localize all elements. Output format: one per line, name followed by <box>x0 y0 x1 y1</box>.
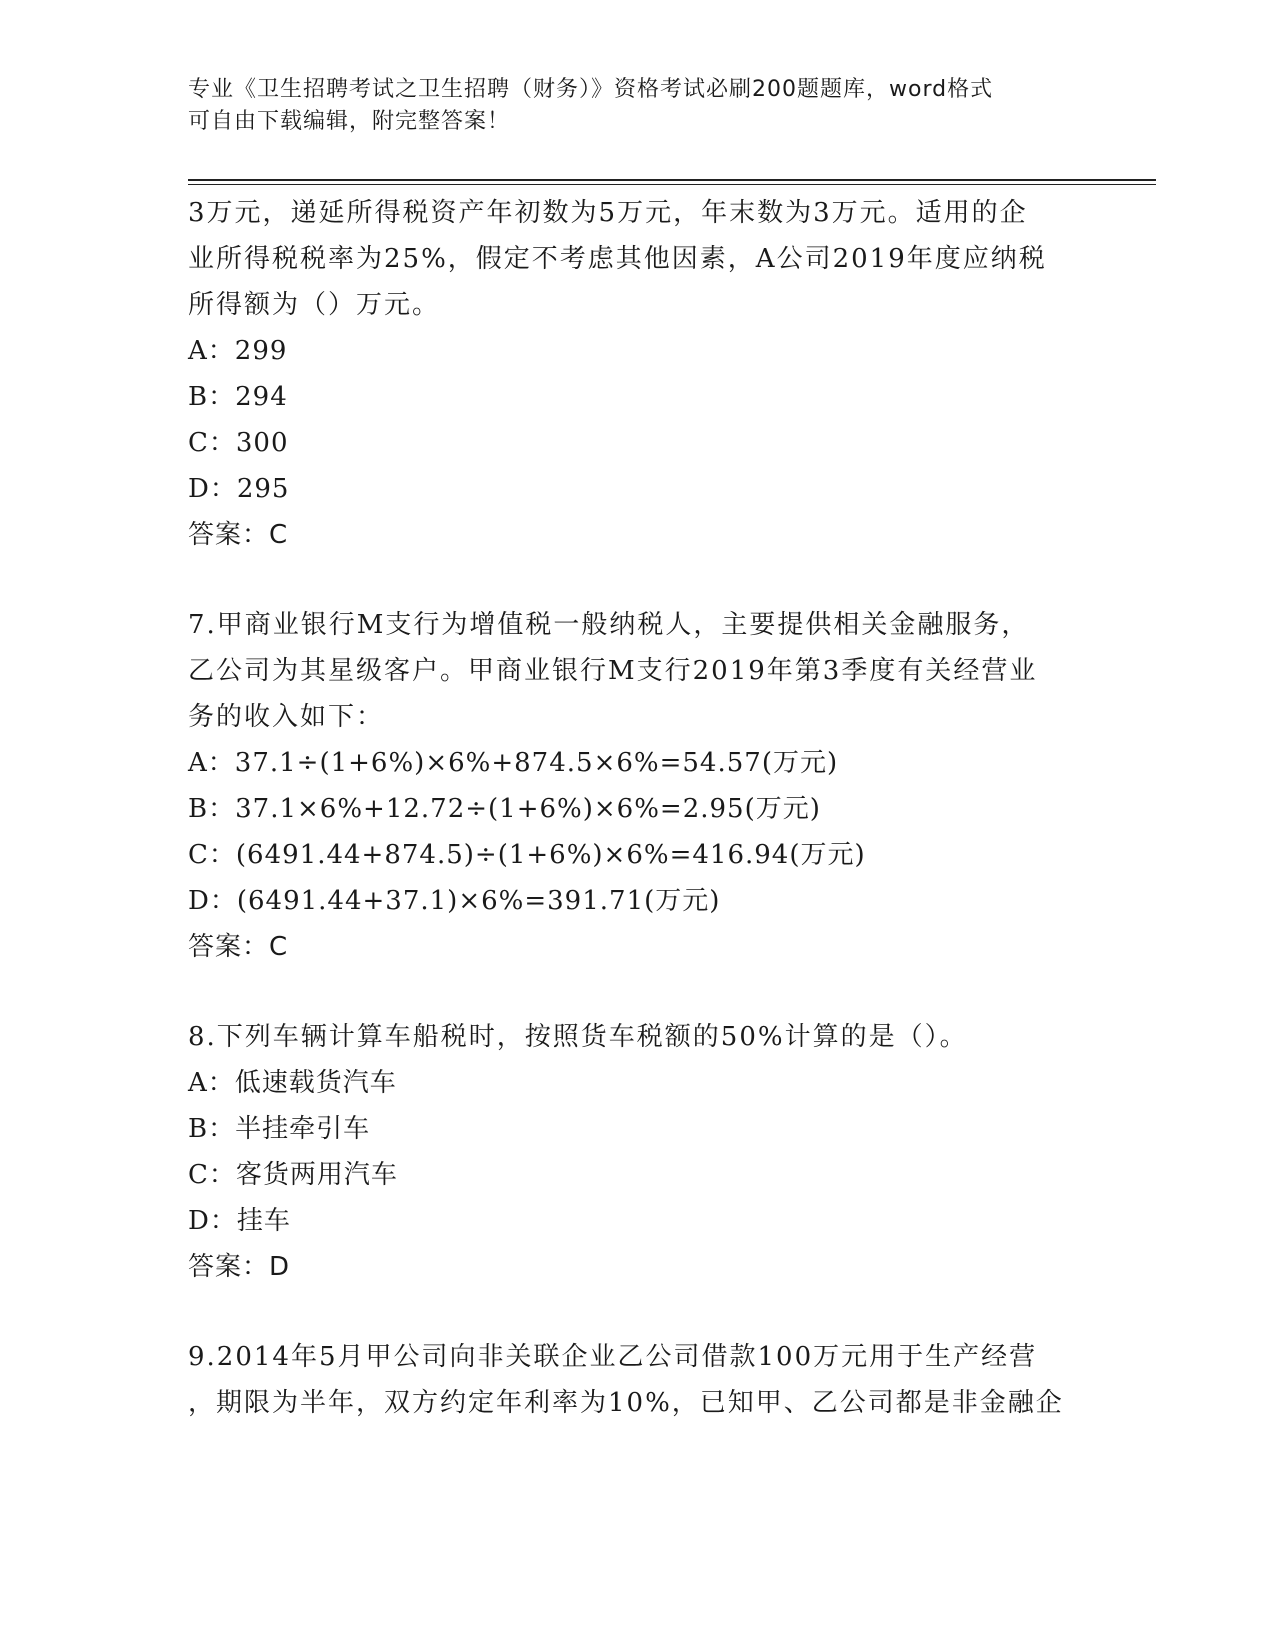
option-d: D：(6491.44+37.1)×6%=391.71(万元) <box>188 886 721 916</box>
option-a: A：299 <box>188 336 288 366</box>
question-block <box>188 190 1088 558</box>
option-c: C：(6491.44+874.5)÷(1+6%)×6%=416.94(万元) <box>188 840 866 870</box>
question-block <box>188 1334 1088 1426</box>
option-a: A：37.1÷(1+6%)×6%+874.5×6%=54.57(万元) <box>188 748 839 778</box>
document-header <box>188 74 1088 138</box>
header-divider-thin <box>188 184 1156 185</box>
question-text-line: ，期限为半年，双方约定年利率为10%，已知甲、乙公司都是非金融企 <box>188 1388 1064 1418</box>
question-text-line: 业所得税税率为25%，假定不考虑其他因素，A公司2019年度应纳税 <box>188 244 1047 274</box>
question-text-line: 务的收入如下： <box>188 702 385 732</box>
option-d: D：挂车 <box>188 1206 291 1236</box>
question-text-line: 9.2014年5月甲公司向非关联企业乙公司借款100万元用于生产经营 <box>188 1342 1038 1372</box>
document-body <box>188 190 1088 1426</box>
option-d: D：295 <box>188 474 290 504</box>
answer-line: 答案：C <box>188 932 289 962</box>
option-c: C：客货两用汽车 <box>188 1160 398 1190</box>
option-b: B：37.1×6%+12.72÷(1+6%)×6%=2.95(万元) <box>188 794 821 824</box>
header-line-1: 专业《卫生招聘考试之卫生招聘（财务）》资格考试必刷200题题库，word格式 <box>188 77 994 102</box>
answer-line: 答案：C <box>188 520 289 550</box>
option-b: B：半挂牵引车 <box>188 1114 371 1144</box>
question-text-line: 所得额为（）万元。 <box>188 290 441 320</box>
question-text-line: 7.甲商业银行M支行为增值税一般纳税人，主要提供相关金融服务， <box>188 610 1030 640</box>
header-divider-thick <box>188 179 1156 181</box>
option-a: A：低速载货汽车 <box>188 1068 397 1098</box>
option-c: C：300 <box>188 428 289 458</box>
header-line-2: 可自由下载编辑，附完整答案！ <box>188 109 511 134</box>
question-block <box>188 1014 1088 1290</box>
option-b: B：294 <box>188 382 288 412</box>
question-text-line: 3万元，递延所得税资产年初数为5万元，年末数为3万元。适用的企 <box>188 198 1028 228</box>
question-text-line: 乙公司为其星级客户。甲商业银行M支行2019年第3季度有关经营业 <box>188 656 1038 686</box>
question-text-line: 8.下列车辆计算车船税时，按照货车税额的50%计算的是（）。 <box>188 1022 968 1052</box>
answer-line: 答案：D <box>188 1252 291 1282</box>
question-block <box>188 602 1088 970</box>
